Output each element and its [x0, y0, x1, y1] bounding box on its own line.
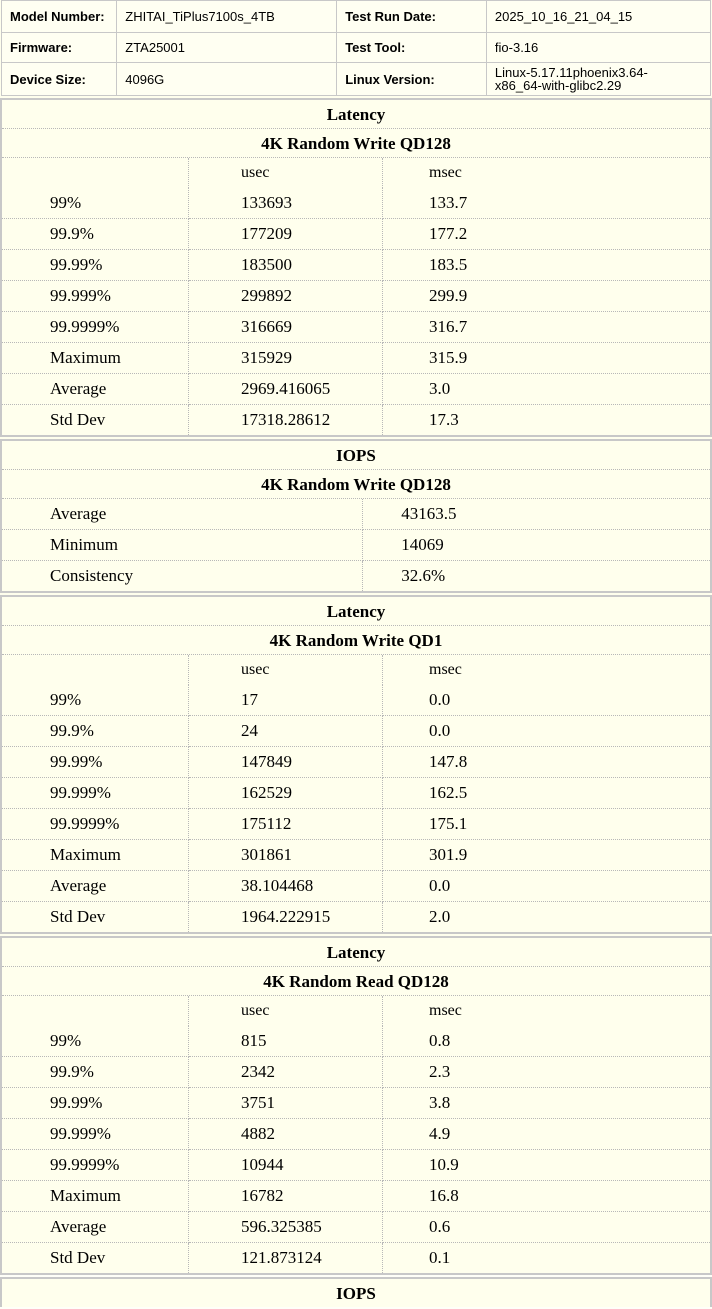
- table-row: [2, 374, 710, 405]
- row-label: Maximum: [2, 840, 189, 871]
- row-label: 99.99%: [2, 1088, 189, 1119]
- usec-value: 316669: [189, 312, 383, 343]
- row-label: Average: [2, 499, 363, 530]
- msec-value: 10.9: [383, 1150, 711, 1181]
- row-label: Maximum: [2, 1181, 189, 1212]
- row-label: Std Dev: [2, 405, 189, 436]
- usec-value: 10944: [189, 1150, 383, 1181]
- row-label: Std Dev: [2, 1243, 189, 1274]
- row-label: 99.9999%: [2, 1150, 189, 1181]
- table-header-row: [2, 996, 710, 1026]
- table-row: [2, 312, 710, 343]
- table-row: [2, 685, 710, 716]
- usec-value: 16782: [189, 1181, 383, 1212]
- table-row: [2, 1119, 710, 1150]
- row-label: 99.9999%: [2, 809, 189, 840]
- table-row: [2, 1181, 710, 1212]
- empty-header-cell: [2, 655, 189, 685]
- usec-value: 133693: [189, 188, 383, 219]
- table-row: [2, 343, 710, 374]
- msec-value: 175.1: [383, 809, 711, 840]
- size-label: Device Size:: [2, 63, 117, 96]
- table-row: [2, 530, 710, 561]
- iops-section-title: IOPS: [0, 1277, 712, 1307]
- table-row: [2, 188, 710, 219]
- msec-value: 133.7: [383, 188, 711, 219]
- table-header-row: [2, 158, 710, 188]
- row-label: 99%: [2, 1026, 189, 1057]
- table-row: [2, 716, 710, 747]
- empty-header-cell: [2, 158, 189, 188]
- msec-value: 16.8: [383, 1181, 711, 1212]
- msec-value: 0.6: [383, 1212, 711, 1243]
- model-label: Model Number:: [2, 1, 117, 33]
- linux-value-line2: x86_64-with-glibc2.29: [494, 78, 622, 93]
- table-row: [2, 840, 710, 871]
- usec-value: 38.104468: [189, 871, 383, 902]
- table-row: [2, 1150, 710, 1181]
- row-label: Average: [2, 1212, 189, 1243]
- section-subtitle: 4K Random Write QD128: [2, 470, 710, 499]
- usec-value: 147849: [189, 747, 383, 778]
- row-label: 99.9%: [2, 219, 189, 250]
- msec-value: 2.3: [383, 1057, 711, 1088]
- row-label: Minimum: [2, 530, 363, 561]
- latency-rows: [2, 1026, 710, 1273]
- msec-header: msec: [429, 164, 462, 181]
- usec-value: 299892: [189, 281, 383, 312]
- msec-value: 0.0: [383, 871, 711, 902]
- msec-value: 2.0: [429, 907, 451, 926]
- iops-value: 43163.5: [363, 499, 710, 530]
- usec-value: 315929: [189, 343, 383, 374]
- row-label: 99.9%: [2, 1057, 189, 1088]
- usec-value: 815: [189, 1026, 383, 1057]
- empty-header-cell: [2, 996, 189, 1026]
- row-label: Average: [2, 871, 189, 902]
- iops-value: 32.6%: [401, 566, 446, 585]
- latency-table: [2, 158, 710, 435]
- date-value: 2025_10_16_21_04_15: [486, 1, 710, 33]
- iops-table: [2, 499, 710, 591]
- msec-value: 162.5: [383, 778, 711, 809]
- firmware-value: ZTA25001: [117, 33, 337, 63]
- msec-value: 177.2: [383, 219, 711, 250]
- usec-value: 24: [189, 716, 383, 747]
- table-row: [2, 1212, 710, 1243]
- latency-write-qd1-section: [0, 595, 712, 934]
- msec-header: msec: [429, 1002, 462, 1019]
- latency-rows: [2, 685, 710, 932]
- msec-value: 3.8: [383, 1088, 711, 1119]
- row-label: 99%: [2, 188, 189, 219]
- usec-value: 301861: [189, 840, 383, 871]
- msec-value: 0.0: [383, 685, 711, 716]
- linux-label: Linux Version:: [337, 63, 487, 96]
- msec-value: 4.9: [383, 1119, 711, 1150]
- section-title: Latency: [2, 938, 710, 967]
- row-label: 99.99%: [2, 250, 189, 281]
- table-row: [2, 1243, 710, 1274]
- table-row: [2, 871, 710, 902]
- row-label: 99.99%: [2, 747, 189, 778]
- msec-header: msec: [429, 661, 462, 678]
- latency-table: [2, 996, 710, 1273]
- table-row: [2, 250, 710, 281]
- iops-value: 14069: [363, 530, 710, 561]
- iops-write-qd128-section: [0, 439, 712, 593]
- usec-value: 2342: [189, 1057, 383, 1088]
- row-label: 99.9999%: [2, 312, 189, 343]
- usec-value: 121.873124: [189, 1243, 383, 1274]
- table-row: [2, 778, 710, 809]
- table-header-row: [2, 655, 710, 685]
- usec-value: 17: [189, 685, 383, 716]
- usec-header: usec: [189, 158, 383, 188]
- section-subtitle: 4K Random Write QD128: [2, 129, 710, 158]
- table-row: [2, 561, 710, 592]
- linux-value: [486, 63, 710, 96]
- table-row: [2, 809, 710, 840]
- usec-value: 175112: [189, 809, 383, 840]
- msec-value: 183.5: [383, 250, 711, 281]
- row-label: Average: [2, 374, 189, 405]
- latency-write-qd128-section: [0, 98, 712, 437]
- row-label: 99%: [2, 685, 189, 716]
- date-label: Test Run Date:: [337, 1, 487, 33]
- table-row: [2, 902, 710, 933]
- latency-rows: [2, 188, 710, 435]
- table-row: [2, 499, 710, 530]
- linux-value-line1: Linux-5.17.11phoenix3.64-: [494, 65, 648, 80]
- table-row: [2, 1088, 710, 1119]
- usec-value: 3751: [189, 1088, 383, 1119]
- row-label: Consistency: [2, 561, 363, 592]
- table-row: [2, 281, 710, 312]
- latency-table: [2, 655, 710, 932]
- row-label: 99.999%: [2, 778, 189, 809]
- model-value: ZHITAI_TiPlus7100s_4TB: [117, 1, 337, 33]
- iops-rows: [2, 499, 710, 591]
- info-row: [2, 63, 711, 96]
- usec-value: 17318.28612: [189, 405, 383, 436]
- tool-label: Test Tool:: [337, 33, 487, 63]
- section-title: Latency: [2, 100, 710, 129]
- section-title: Latency: [2, 597, 710, 626]
- row-label: Std Dev: [2, 902, 189, 933]
- info-row: [2, 33, 711, 63]
- usec-value: 4882: [189, 1119, 383, 1150]
- usec-value: 1964.222915: [189, 902, 383, 933]
- usec-header: usec: [189, 996, 383, 1026]
- firmware-label: Firmware:: [2, 33, 117, 63]
- size-value: 4096G: [117, 63, 337, 96]
- msec-value: 301.9: [383, 840, 711, 871]
- table-row: [2, 1026, 710, 1057]
- latency-read-qd128-section: [0, 936, 712, 1275]
- row-label: 99.999%: [2, 281, 189, 312]
- row-label: 99.999%: [2, 1119, 189, 1150]
- tool-value: fio-3.16: [486, 33, 710, 63]
- msec-value: 316.7: [383, 312, 711, 343]
- table-row: [2, 747, 710, 778]
- usec-value: 183500: [189, 250, 383, 281]
- section-title: IOPS: [2, 441, 710, 470]
- msec-value: 0.8: [383, 1026, 711, 1057]
- msec-value: 147.8: [383, 747, 711, 778]
- device-info-table: [1, 0, 711, 96]
- section-subtitle: 4K Random Read QD128: [2, 967, 710, 996]
- msec-value: 299.9: [383, 281, 711, 312]
- usec-value: 596.325385: [189, 1212, 383, 1243]
- table-row: [2, 405, 710, 436]
- table-row: [2, 219, 710, 250]
- table-row: [2, 1057, 710, 1088]
- usec-header: usec: [189, 655, 383, 685]
- msec-value: 17.3: [429, 410, 459, 429]
- section-subtitle: 4K Random Write QD1: [2, 626, 710, 655]
- msec-value: 0.0: [383, 716, 711, 747]
- msec-value: 315.9: [383, 343, 711, 374]
- msec-value: 0.1: [429, 1248, 451, 1267]
- usec-value: 177209: [189, 219, 383, 250]
- msec-value: 3.0: [383, 374, 711, 405]
- row-label: 99.9%: [2, 716, 189, 747]
- usec-value: 2969.416065: [189, 374, 383, 405]
- row-label: Maximum: [2, 343, 189, 374]
- info-row: [2, 1, 711, 33]
- usec-value: 162529: [189, 778, 383, 809]
